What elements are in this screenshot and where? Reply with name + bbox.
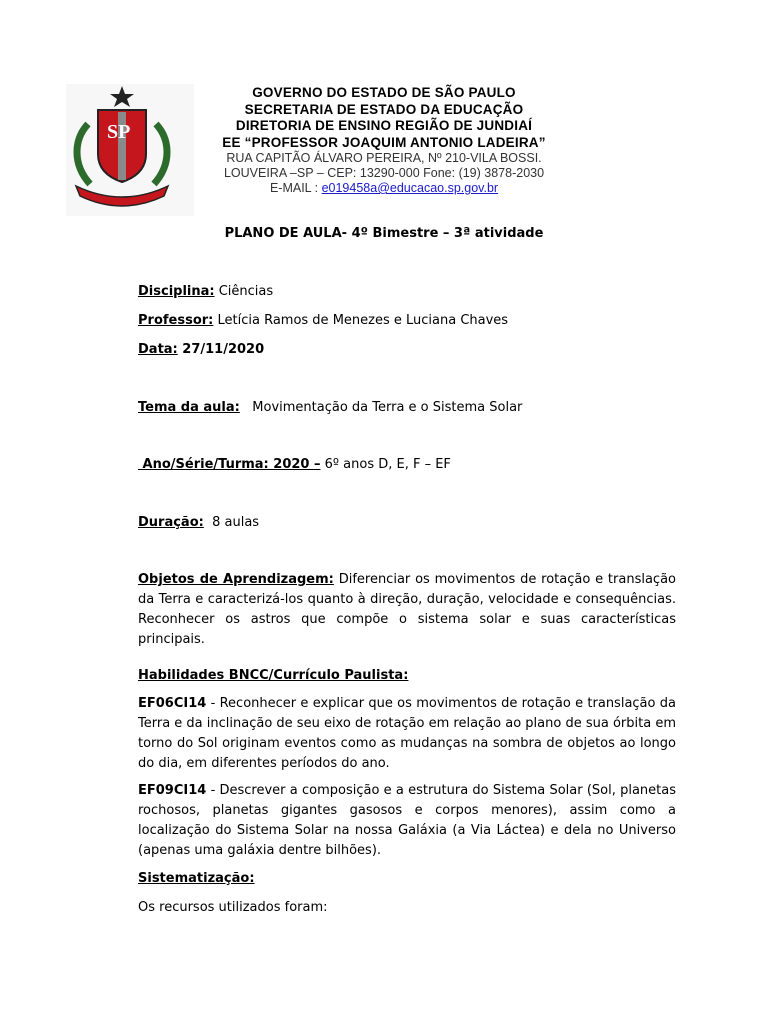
state-coat-of-arms-logo bbox=[66, 84, 194, 216]
ef09-code: EF09CI14 bbox=[138, 783, 207, 798]
header-address-city: LOUVEIRA –SP – CEP: 13290-000 Fone: (19) 3878-2030 bbox=[223, 166, 545, 180]
skill-ef09ci14 bbox=[138, 781, 676, 861]
skill-ef06ci14 bbox=[138, 694, 676, 774]
data-value: 27/11/2020 bbox=[177, 342, 265, 357]
header-government: GOVERNO DO ESTADO DE SÃO PAULO bbox=[252, 85, 516, 100]
data-label: Data: bbox=[138, 342, 178, 357]
sistematizacao-heading bbox=[138, 869, 676, 889]
objetos-value: Diferenciar os movimentos de rotação e translação da Terra e caracterizá-los quanto à direção, duração, velocidade e consequências. Reconhecer os astros que compõe o sistema solar e suas características principais. bbox=[138, 572, 676, 647]
coat-of-arms-icon bbox=[66, 84, 194, 216]
email-link[interactable]: e019458a@educacao.sp.gov.br bbox=[321, 181, 499, 195]
header-directorate: DIRETORIA DE ENSINO REGIÃO DE JUNDIAÍ bbox=[235, 118, 533, 133]
header-address-street: RUA CAPITÃO ÁLVARO PEREIRA, Nº 210-VILA BOSSI. bbox=[226, 151, 542, 165]
tema-label: Tema da aula: bbox=[138, 400, 240, 415]
ef09-text: - Descrever a composição e a estrutura do Sistema Solar (Sol, planetas rochosos, planetas gigantes gasosos e corpos menores), assim como a localização do Sistema Solar na nossa Galáxia (a Via Láctea) e dela no Universo (apenas uma galáxia dentre bilhões). bbox=[138, 783, 676, 858]
disciplina-value: Ciências bbox=[214, 284, 274, 299]
header-secretariat: SECRETARIA DE ESTADO DA EDUCAÇÃO bbox=[244, 101, 524, 117]
field-data bbox=[138, 340, 676, 360]
disciplina-label: Disciplina: bbox=[138, 284, 215, 299]
field-objetos bbox=[138, 570, 676, 650]
habilidades-label: Habilidades BNCC/Currículo Paulista: bbox=[138, 668, 409, 683]
objetos-label: Objetos de Aprendizagem: bbox=[138, 572, 334, 587]
field-ano-serie-turma bbox=[138, 455, 676, 475]
page-title: PLANO DE AULA- 4º Bimestre – 3ª atividade bbox=[224, 226, 544, 241]
ef06-text: - Reconhecer e explicar que os movimentos de rotação e translação da Terra e da inclinação de seu eixo de rotação em relação ao plano de sua órbita em torno do Sol originam eventos como as mudanças na sombra de objetos ao longo do dia, em diferentes períodos do ano. bbox=[138, 696, 676, 771]
duracao-label: Duração: bbox=[138, 515, 204, 530]
field-professor bbox=[138, 311, 676, 331]
letterhead bbox=[200, 85, 568, 196]
ef06-code: EF06CI14 bbox=[138, 696, 207, 711]
tema-value: Movimentação da Terra e o Sistema Solar bbox=[239, 400, 523, 415]
professor-label: Professor: bbox=[138, 313, 214, 328]
sistematizacao-label: Sistematização: bbox=[138, 871, 255, 886]
recursos-label: Os recursos utilizados foram: bbox=[138, 900, 328, 915]
field-duracao bbox=[138, 513, 676, 533]
logo-sp-text: SP bbox=[107, 121, 131, 143]
email-label: E-MAIL : bbox=[269, 181, 322, 195]
professor-value: Letícia Ramos de Menezes e Luciana Chaves bbox=[213, 313, 509, 328]
header-email-line bbox=[200, 181, 568, 196]
recursos-line bbox=[138, 898, 676, 918]
duracao-value: 8 aulas bbox=[203, 515, 260, 530]
field-tema bbox=[138, 398, 676, 418]
habilidades-heading bbox=[138, 666, 676, 686]
header-school-name: EE “PROFESSOR JOAQUIM ANTONIO LADEIRA” bbox=[222, 134, 546, 150]
ano-label: Ano/Série/Turma: 2020 – bbox=[138, 457, 321, 472]
field-disciplina bbox=[138, 282, 676, 302]
ano-value: 6º anos D, E, F – EF bbox=[320, 457, 451, 472]
